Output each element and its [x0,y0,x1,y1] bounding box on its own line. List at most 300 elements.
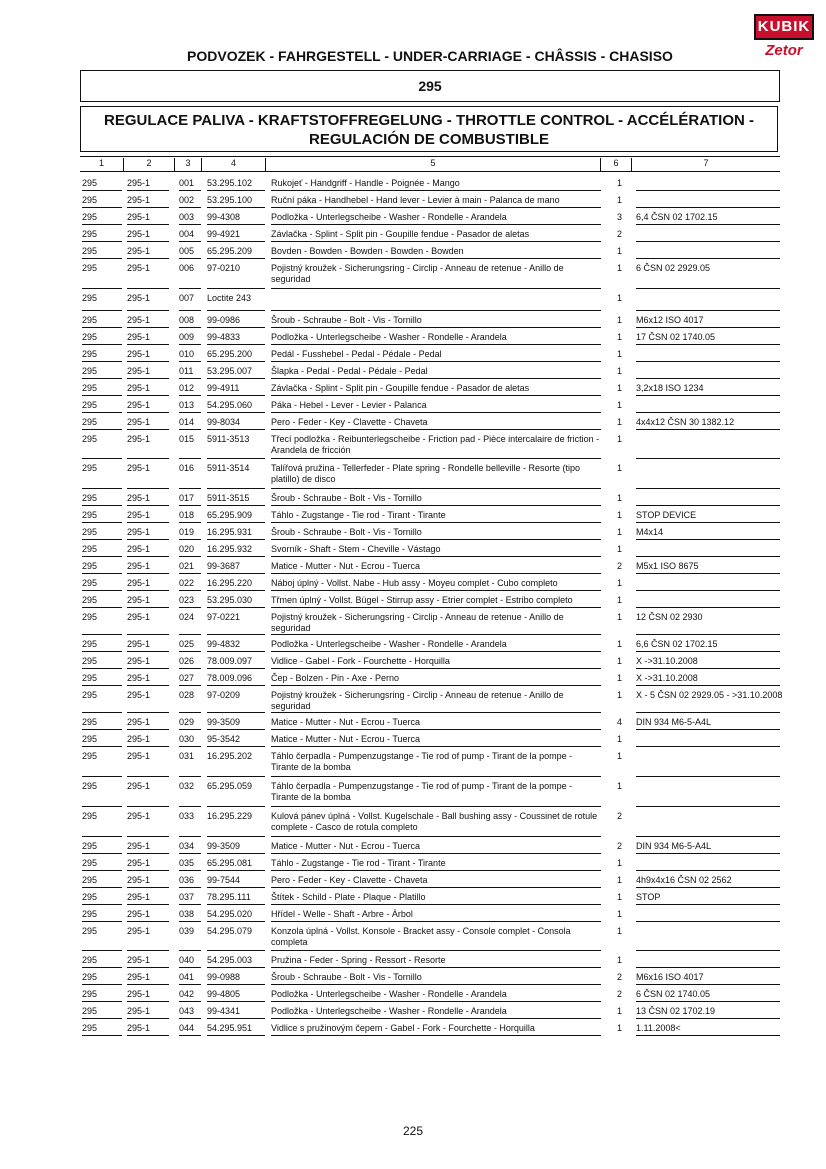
row-underline [179,921,201,922]
cell-c2: 295-1 [127,612,151,622]
row-underline [271,258,601,259]
cell-c6: 1 [617,955,623,965]
cell-c6: 1 [617,926,623,936]
row-underline [127,836,169,837]
row-underline [271,836,601,837]
row-underline [271,729,601,730]
row-underline [636,921,780,922]
cell-c2: 295-1 [127,434,151,444]
row-underline [82,241,122,242]
cell-c6: 1 [617,493,623,503]
cell-c1: 295 [82,246,98,256]
cell-c6: 1 [617,656,623,666]
cell-c3: 028 [179,690,195,700]
cell-c1: 295 [82,417,98,427]
cell-c7: M6x16 ISO 4017 [636,972,704,982]
cell-c2: 295-1 [127,510,151,520]
row-underline [207,806,265,807]
row-underline [127,984,169,985]
cell-c6: 1 [617,751,623,761]
row-underline [207,344,265,345]
row-underline [127,1001,169,1002]
row-underline [179,836,201,837]
row-underline [82,573,122,574]
cell-c4: 53.295.007 [207,366,253,376]
cell-c5: Konzola úplná - Vollst. Konsole - Bracket assy - Console complet - Consola completa [271,926,571,947]
row-underline [82,729,122,730]
cell-c2: 295-1 [127,892,151,902]
row-underline [179,590,201,591]
cell-c5: Štítek - Schild - Plate - Plaque - Platillo [271,892,426,902]
row-underline [179,806,201,807]
cell-c3: 020 [179,544,195,554]
cell-c5: Táhlo - Zugstange - Tie rod - Tirant - Tirante [271,858,446,868]
cell-c4: 97-0209 [207,690,241,700]
cell-c2: 295-1 [127,595,151,605]
cell-c4: 99-4832 [207,639,241,649]
cell-c6: 2 [617,972,623,982]
row-underline [127,344,169,345]
row-underline [271,505,601,506]
row-underline [127,651,169,652]
cell-c1: 295 [82,909,98,919]
cell-c3: 023 [179,595,195,605]
cell-c2: 295-1 [127,858,151,868]
cell-c2: 295-1 [127,246,151,256]
cell-c7: 4h9x4x16 ČSN 02 2562 [636,875,732,885]
cell-c6: 1 [617,1023,623,1033]
row-underline [179,458,201,459]
cell-c4: 78.009.096 [207,673,253,683]
cell-c5: Svorník - Shaft - Stem - Cheville - Vástago [271,544,441,554]
row-underline [82,870,122,871]
row-underline [179,870,201,871]
row-underline [82,904,122,905]
row-underline [179,207,201,208]
row-underline [179,712,201,713]
row-underline [82,634,122,635]
cell-c1: 295 [82,434,98,444]
cell-c1: 295 [82,463,98,473]
cell-c1: 295 [82,561,98,571]
cell-c2: 295-1 [127,400,151,410]
row-underline [179,984,201,985]
cell-c2: 295-1 [127,195,151,205]
row-underline [207,746,265,747]
row-underline [179,361,201,362]
cell-c3: 036 [179,875,195,885]
cell-c7: M4x14 [636,527,664,537]
cell-c3: 010 [179,349,195,359]
row-underline [636,327,780,328]
cell-c5: Pedál - Fusshebel - Pedal - Pédale - Pedal [271,349,442,359]
cell-c2: 295-1 [127,1006,151,1016]
row-underline [179,412,201,413]
row-underline [82,1018,122,1019]
cell-c2: 295-1 [127,751,151,761]
row-underline [82,806,122,807]
cell-c2: 295-1 [127,178,151,188]
cell-c4: 99-8034 [207,417,241,427]
row-underline [82,651,122,652]
cell-c4: 65.295.909 [207,510,253,520]
row-underline [82,488,122,489]
cell-c5: Pojistný kroužek - Sicherungsring - Circlip - Anneau de retenue - Anillo de seguridad [271,690,564,711]
row-underline [636,258,780,259]
cell-c1: 295 [82,841,98,851]
cell-c4: 99-4805 [207,989,241,999]
cell-c4: 78.295.111 [207,892,251,902]
cell-c6: 1 [617,178,623,188]
cell-c5: Podložka - Unterlegscheibe - Washer - Rondelle - Arandela [271,639,507,649]
row-underline [271,488,601,489]
cell-c2: 295-1 [127,561,151,571]
cell-c6: 1 [617,400,623,410]
cell-c2: 295-1 [127,212,151,222]
cell-c4: 65.295.200 [207,349,253,359]
row-underline [127,539,169,540]
row-underline [82,556,122,557]
row-underline [127,429,169,430]
cell-c7: M5x1 ISO 8675 [636,561,699,571]
cell-c4: 16.295.202 [207,751,253,761]
row-underline [207,522,265,523]
row-underline [207,984,265,985]
row-underline [127,685,169,686]
row-underline [127,556,169,557]
cell-c2: 295-1 [127,1023,151,1033]
row-underline [127,190,169,191]
row-underline [271,870,601,871]
row-underline [271,327,601,328]
row-underline [636,310,780,311]
row-underline [82,429,122,430]
cell-c2: 295-1 [127,690,151,700]
row-underline [127,776,169,777]
row-underline [127,241,169,242]
row-underline [636,522,780,523]
cell-c3: 016 [179,463,195,473]
cell-c6: 1 [617,595,623,605]
cell-c2: 295-1 [127,875,151,885]
row-underline [271,853,601,854]
cell-c3: 005 [179,246,195,256]
cell-c3: 022 [179,578,195,588]
row-underline [82,1035,122,1036]
cell-c1: 295 [82,400,98,410]
row-underline [636,288,780,289]
row-underline [636,870,780,871]
cell-c6: 1 [617,434,623,444]
row-underline [271,776,601,777]
cell-c6: 1 [617,1006,623,1016]
cell-c3: 021 [179,561,195,571]
cell-c5: Vidlice - Gabel - Fork - Fourchette - Horquilla [271,656,450,666]
row-underline [127,746,169,747]
cell-c6: 2 [617,811,623,821]
row-underline [179,429,201,430]
row-underline [207,327,265,328]
row-underline [207,967,265,968]
cell-c3: 015 [179,434,195,444]
cell-c4: 54.295.003 [207,955,253,965]
cell-c5: Táhlo - Zugstange - Tie rod - Tirant - Tirante [271,510,446,520]
row-underline [207,395,265,396]
row-underline [179,190,201,191]
cell-c1: 295 [82,349,98,359]
cell-c4: 65.295.059 [207,781,253,791]
cell-c4: 54.295.060 [207,400,253,410]
cell-c4: 54.295.079 [207,926,253,936]
cell-c3: 029 [179,717,195,727]
cell-c2: 295-1 [127,972,151,982]
row-underline [271,344,601,345]
cell-c3: 037 [179,892,195,902]
cell-c6: 1 [617,734,623,744]
row-underline [271,806,601,807]
row-underline [636,984,780,985]
cell-c2: 295-1 [127,349,151,359]
cell-c1: 295 [82,263,98,273]
page-heading: PODVOZEK - FAHRGESTELL - UNDER-CARRIAGE - CHÂSSIS - CHASISO [187,48,673,64]
cell-c7: 6,4 ČSN 02 1702.15 [636,212,718,222]
cell-c2: 295-1 [127,544,151,554]
cell-c4: 5911-3514 [207,463,250,473]
cell-c7: X - 5 ČSN 02 2929.05 - >31.10.2008 [636,690,783,700]
row-underline [127,590,169,591]
cell-c4: 65.295.209 [207,246,253,256]
cell-c1: 295 [82,293,98,303]
cell-c6: 1 [617,909,623,919]
row-underline [636,361,780,362]
cell-c1: 295 [82,493,98,503]
row-underline [127,668,169,669]
cell-c4: 16.295.220 [207,578,253,588]
row-underline [207,207,265,208]
row-underline [271,651,601,652]
row-underline [179,224,201,225]
cell-c5: Podložka - Unterlegscheibe - Washer - Rondelle - Arandela [271,1006,507,1016]
row-underline [636,344,780,345]
cell-c3: 026 [179,656,195,666]
row-underline [207,634,265,635]
cell-c2: 295-1 [127,527,151,537]
cell-c3: 040 [179,955,195,965]
cell-c4: 54.295.020 [207,909,253,919]
row-underline [636,378,780,379]
row-underline [127,224,169,225]
row-underline [179,241,201,242]
cell-c1: 295 [82,875,98,885]
row-underline [127,712,169,713]
cell-c6: 4 [617,717,623,727]
section-title-line-2: REGULACIÓN DE COMBUSTIBLE [309,131,549,148]
row-underline [207,870,265,871]
row-underline [127,634,169,635]
cell-c5: Táhlo čerpadla - Pumpenzugstange - Tie rod of pump - Tirant de la pompe - Tirante de la bomba [271,781,573,802]
row-underline [636,1018,780,1019]
row-underline [127,505,169,506]
row-underline [82,258,122,259]
cell-c3: 019 [179,527,195,537]
cell-c2: 295-1 [127,811,151,821]
cell-c5: Matice - Mutter - Nut - Ecrou - Tuerca [271,734,421,744]
row-underline [271,967,601,968]
cell-c1: 295 [82,892,98,902]
row-underline [179,685,201,686]
row-underline [271,458,601,459]
row-underline [271,522,601,523]
row-underline [636,776,780,777]
row-underline [179,651,201,652]
row-underline [271,950,601,951]
row-underline [636,651,780,652]
cell-c5: Závlačka - Splint - Split pin - Goupille fendue - Pasador de aletas [271,383,530,393]
row-underline [207,190,265,191]
row-underline [636,412,780,413]
cell-c5: Pero - Feder - Key - Clavette - Chaveta [271,875,428,885]
cell-c4: 99-4911 [207,383,240,393]
col-header-1: 1 [80,158,124,171]
row-underline [207,729,265,730]
cell-c1: 295 [82,639,98,649]
section-title [80,106,778,152]
cell-c5: Šlapka - Pedal - Pedal - Pédale - Pedal [271,366,428,376]
cell-c4: Loctite 243 [207,293,252,303]
row-underline [207,853,265,854]
row-underline [82,746,122,747]
row-underline [207,378,265,379]
cell-c6: 2 [617,989,623,999]
cell-c1: 295 [82,527,98,537]
cell-c3: 002 [179,195,195,205]
row-underline [207,429,265,430]
cell-c1: 295 [82,510,98,520]
row-underline [179,1018,201,1019]
row-underline [179,327,201,328]
row-underline [127,378,169,379]
cell-c5: Táhlo čerpadla - Pumpenzugstange - Tie rod of pump - Tirant de la pompe - Tirante de la bomba [271,751,573,772]
row-underline [179,310,201,311]
row-underline [127,522,169,523]
row-underline [127,729,169,730]
cell-c4: 99-4341 [207,1006,241,1016]
cell-c1: 295 [82,578,98,588]
cell-c3: 006 [179,263,195,273]
cell-c5: Matice - Mutter - Nut - Ecrou - Tuerca [271,561,421,571]
cell-c4: 54.295.951 [207,1023,253,1033]
cell-c2: 295-1 [127,717,151,727]
row-underline [636,224,780,225]
cell-c2: 295-1 [127,417,151,427]
cell-c2: 295-1 [127,263,151,273]
row-underline [271,310,601,311]
row-underline [179,395,201,396]
row-underline [636,712,780,713]
cell-c1: 295 [82,734,98,744]
cell-c6: 1 [617,383,623,393]
cell-c6: 1 [617,527,623,537]
row-underline [127,310,169,311]
cell-c4: 99-0986 [207,315,241,325]
cell-c1: 295 [82,195,98,205]
row-underline [127,950,169,951]
row-underline [179,1035,201,1036]
col-header-6: 6 [601,158,632,171]
cell-c1: 295 [82,366,98,376]
cell-c5: Pružina - Feder - Spring - Ressort - Resorte [271,955,446,965]
cell-c2: 295-1 [127,293,151,303]
row-underline [207,887,265,888]
cell-c4: 99-4833 [207,332,241,342]
cell-c4: 99-0988 [207,972,241,982]
row-underline [127,607,169,608]
row-underline [636,539,780,540]
cell-c7: 4x4x12 ČSN 30 1382.12 [636,417,735,427]
row-underline [127,207,169,208]
cell-c6: 1 [617,892,623,902]
cell-c3: 004 [179,229,195,239]
row-underline [82,712,122,713]
row-underline [636,207,780,208]
cell-c2: 295-1 [127,639,151,649]
row-underline [82,984,122,985]
row-underline [82,344,122,345]
cell-c3: 009 [179,332,195,342]
row-underline [82,310,122,311]
row-underline [271,607,601,608]
row-underline [82,378,122,379]
col-header-5: 5 [266,158,601,171]
cell-c4: 95-3542 [207,734,241,744]
cell-c3: 044 [179,1023,195,1033]
row-underline [82,505,122,506]
row-underline [636,967,780,968]
col-header-7: 7 [703,158,709,168]
row-underline [82,776,122,777]
page-number: 225 [402,1124,424,1138]
row-underline [207,539,265,540]
row-underline [179,746,201,747]
cell-c1: 295 [82,717,98,727]
row-underline [127,458,169,459]
cell-c1: 295 [82,1023,98,1033]
row-underline [207,904,265,905]
row-underline [271,590,601,591]
row-underline [207,1018,265,1019]
cell-c3: 038 [179,909,195,919]
row-underline [82,967,122,968]
row-underline [82,190,122,191]
cell-c5: Podložka - Unterlegscheibe - Washer - Rondelle - Arandela [271,332,507,342]
cell-c6: 1 [617,349,623,359]
row-underline [207,556,265,557]
cell-c5: Rukojeť - Handgriff - Handle - Poignée - Mango [271,178,460,188]
row-underline [207,668,265,669]
row-underline [271,288,601,289]
cell-c6: 1 [617,510,623,520]
row-underline [127,1018,169,1019]
cell-c6: 2 [617,841,623,851]
group-number: 295 [80,70,780,102]
cell-c2: 295-1 [127,673,151,683]
row-underline [636,950,780,951]
cell-c2: 295-1 [127,781,151,791]
row-underline [179,776,201,777]
row-underline [636,505,780,506]
row-underline [636,685,780,686]
cell-c5: Talířová pružina - Tellerfeder - Plate spring - Rondelle belleville - Resorte (tipo platillo) de disco [271,463,580,484]
